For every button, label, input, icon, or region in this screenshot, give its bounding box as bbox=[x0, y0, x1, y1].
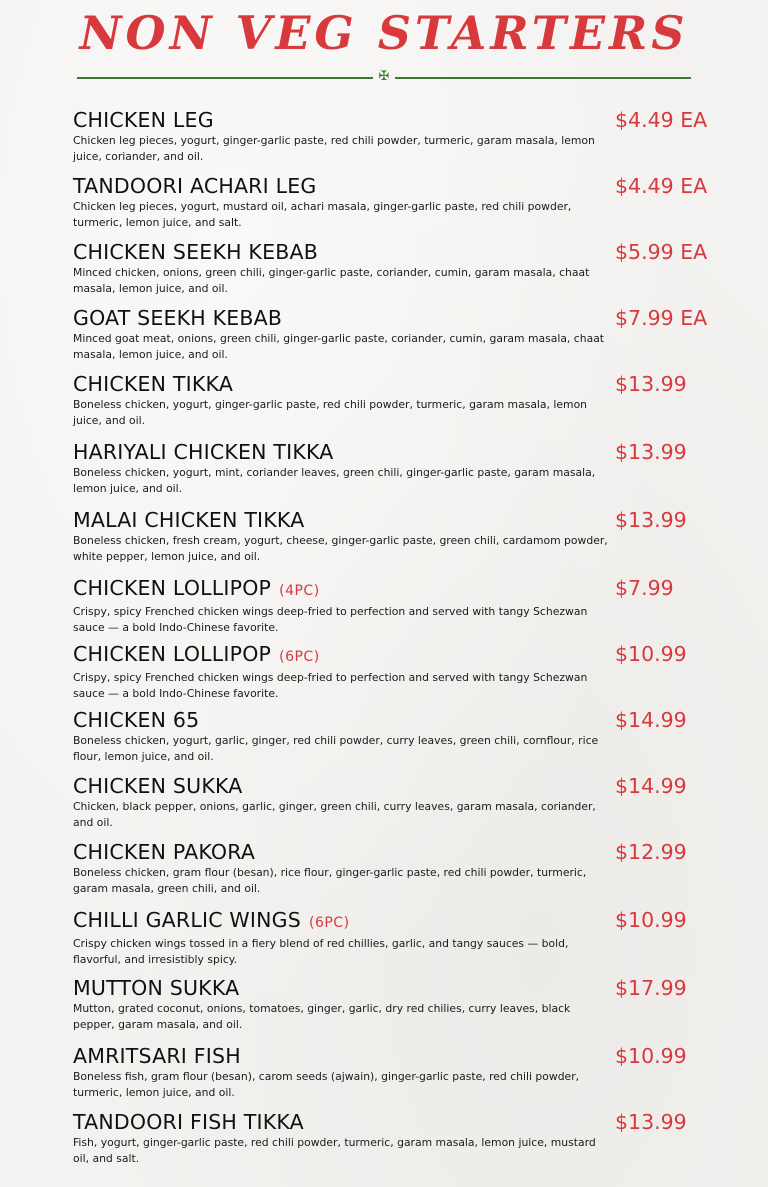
divider-line-right bbox=[395, 77, 691, 79]
menu-item-price: $10.99 bbox=[615, 908, 687, 932]
menu-item-price: $14.99 bbox=[615, 708, 687, 732]
menu-item-name: MUTTON SUKKA bbox=[73, 976, 240, 1000]
menu-item-price: $10.99 bbox=[615, 1044, 687, 1068]
menu-item-description: Chicken leg pieces, yogurt, ginger-garlic paste, red chili powder, turmeric, garam masala, lemon juice, coriander, and oil. bbox=[73, 134, 595, 163]
menu-item-name: MALAI CHICKEN TIKKA bbox=[73, 508, 305, 532]
menu-item-name: CHICKEN SUKKA bbox=[73, 774, 243, 798]
menu-item-price: $14.99 bbox=[615, 774, 687, 798]
menu-item-name: TANDOORI ACHARI LEG bbox=[73, 174, 317, 198]
menu-title: NON VEG STARTERS bbox=[79, 6, 689, 60]
menu-item-price: $7.99 EA bbox=[615, 306, 708, 330]
menu-item-quantity: (4PC) bbox=[279, 583, 320, 599]
menu-item-description: Boneless chicken, yogurt, mint, coriander leaves, green chili, ginger-garlic paste, garam masala, lemon juice, and oil. bbox=[73, 466, 596, 495]
menu-item bbox=[73, 440, 733, 497]
menu-item bbox=[73, 908, 733, 968]
menu-item-description: Fish, yogurt, ginger-garlic paste, red chili powder, turmeric, garam masala, lemon juice, mustard oil, and salt. bbox=[73, 1136, 596, 1165]
menu-item-name: TANDOORI FISH TIKKA bbox=[73, 1110, 304, 1134]
menu-item-name: CHICKEN LOLLIPOP bbox=[73, 642, 272, 666]
menu-item-name: GOAT SEEKH KEBAB bbox=[73, 306, 283, 330]
menu-item-description: Chicken, black pepper, onions, garlic, ginger, green chili, curry leaves, garam masala, coriander, and oil. bbox=[73, 800, 596, 829]
menu-item-price: $13.99 bbox=[615, 508, 687, 532]
menu-item-description: Crispy, spicy Frenched chicken wings deep-fried to perfection and served with tangy Schezwan sauce — a bold Indo-Chinese favorite. bbox=[73, 605, 588, 634]
menu-item bbox=[73, 306, 733, 363]
menu-item-price: $17.99 bbox=[615, 976, 687, 1000]
menu-item bbox=[73, 108, 733, 165]
menu-item bbox=[73, 372, 733, 429]
menu-item-name: CHICKEN LEG bbox=[73, 108, 214, 132]
menu-item-name: CHILLI GARLIC WINGS bbox=[73, 908, 301, 932]
menu-item bbox=[73, 840, 733, 897]
menu-item-name: CHICKEN LOLLIPOP bbox=[73, 576, 272, 600]
menu-item-price: $12.99 bbox=[615, 840, 687, 864]
menu-item-price: $13.99 bbox=[615, 1110, 687, 1134]
menu-item-name: CHICKEN PAKORA bbox=[73, 840, 256, 864]
menu-item-description: Boneless chicken, fresh cream, yogurt, cheese, ginger-garlic paste, green chili, cardamom powder, white pepper, lemon juice, and oil. bbox=[73, 534, 608, 563]
menu-item-description: Crispy chicken wings tossed in a fiery blend of red chillies, garlic, and tangy sauces — bold, flavorful, and irresistibly spicy. bbox=[73, 937, 569, 966]
menu-item-price: $4.49 EA bbox=[615, 108, 708, 132]
menu-item bbox=[73, 240, 733, 297]
menu-item-quantity: (6PC) bbox=[308, 915, 350, 931]
menu-item-description: Minced goat meat, onions, green chili, ginger-garlic paste, coriander, cumin, garam masala, chaat masala, lemon juice, and oil. bbox=[73, 332, 605, 361]
menu-item-name: CHICKEN 65 bbox=[73, 708, 200, 732]
menu-item bbox=[73, 774, 733, 831]
menu-item-description: Boneless chicken, gram flour (besan), rice flour, ginger-garlic paste, red chili powder, turmeric, garam masala, green chili, and oil. bbox=[73, 866, 587, 895]
menu-item bbox=[73, 1110, 733, 1167]
menu-item-price: $5.99 EA bbox=[615, 240, 708, 264]
menu-item bbox=[73, 1044, 733, 1101]
menu-item bbox=[73, 708, 733, 765]
menu-item-description: Boneless chicken, yogurt, garlic, ginger, red chili powder, curry leaves, green chili, cornflour, rice flour, lemon juice, and oil. bbox=[73, 734, 599, 763]
menu-item-price: $13.99 bbox=[615, 372, 687, 396]
floral-ornament-icon: ✠ bbox=[378, 69, 390, 84]
menu-item-description: Mutton, grated coconut, onions, tomatoes, ginger, garlic, dry red chilies, curry leaves, black pepper, garam masala, and oil. bbox=[73, 1002, 571, 1031]
menu-item bbox=[73, 642, 733, 702]
menu-item-description: Chicken leg pieces, yogurt, mustard oil, achari masala, ginger-garlic paste, red chili powder, turmeric, lemon juice, and salt. bbox=[73, 200, 572, 229]
menu-item-description: Crispy, spicy Frenched chicken wings deep-fried to perfection and served with tangy Schezwan sauce — a bold Indo-Chinese favorite. bbox=[73, 671, 588, 700]
menu-item-price: $7.99 bbox=[615, 576, 674, 600]
menu-item-name: AMRITSARI FISH bbox=[73, 1044, 241, 1068]
menu-item-quantity: (6PC) bbox=[279, 649, 320, 665]
title-divider bbox=[77, 71, 691, 85]
menu-item bbox=[73, 576, 733, 636]
menu-item-price: $10.99 bbox=[615, 642, 687, 666]
divider-line-left bbox=[77, 77, 373, 79]
menu-item bbox=[73, 508, 733, 565]
menu-item-price: $4.49 EA bbox=[615, 174, 708, 198]
menu-item-name: HARIYALI CHICKEN TIKKA bbox=[73, 440, 334, 464]
menu-item-name: CHICKEN TIKKA bbox=[73, 372, 234, 396]
menu-item-name: CHICKEN SEEKH KEBAB bbox=[73, 240, 318, 264]
menu-item-description: Boneless fish, gram flour (besan), carom seeds (ajwain), ginger-garlic paste, red chili powder, turmeric, lemon juice, and oil. bbox=[73, 1070, 580, 1099]
menu-item-description: Boneless chicken, yogurt, ginger-garlic paste, red chili powder, turmeric, garam masala, lemon juice, and oil. bbox=[73, 398, 588, 427]
menu-item bbox=[73, 174, 733, 231]
menu-item-price: $13.99 bbox=[615, 440, 687, 464]
menu-item bbox=[73, 976, 733, 1033]
menu-item-description: Minced chicken, onions, green chili, ginger-garlic paste, coriander, cumin, garam masala, chaat masala, lemon juice, and oil. bbox=[73, 266, 590, 295]
